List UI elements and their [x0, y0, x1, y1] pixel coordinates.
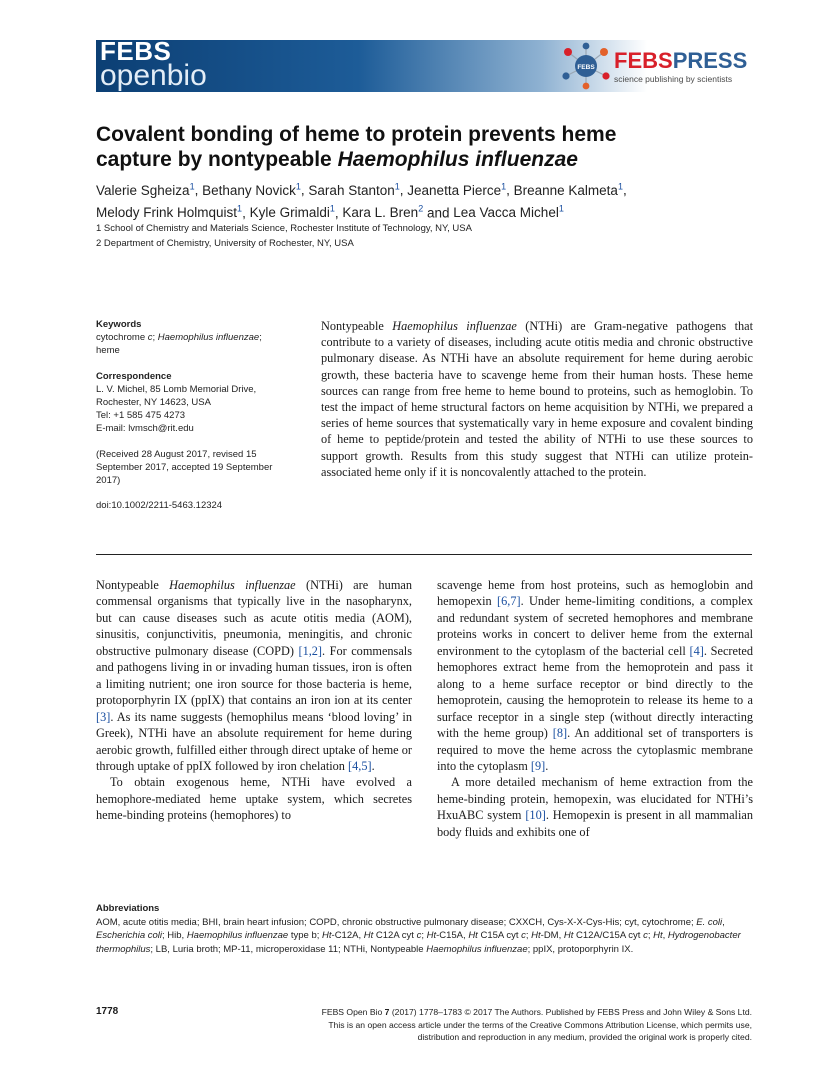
citation-link[interactable]: [10]	[525, 808, 546, 823]
abstract: Nontypeable Haemophilus influenzae (NTHi) are Gram-negative pathogens that contribute to a variety of diseases, including acute otitis media and chronic obstructive pulmonary disease. As NTHi have an absolute requirement for heme during aerobic growth, these bacteria have to scavenge heme from their human hosts. These heme sources can range from free heme to heme bound to proteins, such as hemoglobin. To test the impact of heme structural factors on heme acquisition by NTHi, we prepared a series of heme sources that systematically vary in heme exposure and covalent binding of heme to peptide/protein and tested the ability of NTHi to use these sources to support growth. Results from this study suggest that NTHi can utilize protein-associated heme only if it is noncovalently attached to the protein.	[321, 319, 754, 479]
publisher-name-part2: PRESS	[672, 48, 748, 73]
body-paragraph: A more detailed mechanism of heme extraction from the heme-binding protein, hemopexin, was elucidated for NTHi’s HxuABC system [10]. Hemopexin is present in all mammalian body fluids and exhibits one of	[437, 775, 753, 839]
received-dates: (Received 28 August 2017, revised 15 September 2017, accepted 19 September 2017)	[96, 448, 273, 487]
author[interactable]: Bethany Novick$^1$	[202, 181, 301, 198]
footer-license-line1[interactable]: This is an open access article under the terms of the Creative Commons Attribution License, which permits use,	[328, 1019, 752, 1030]
body-paragraph: Nontypeable Haemophilus influenzae (NTHi) are human commensal organisms that typically live in the nasopharynx, but can cause diseases such as acute otitis media (AOM), sinusitis, conjunctivitis, pneumonia, meningitis, and chronic obstructive pulmonary disease (COPD) [1,2]. For commensals and pathogens living in or invading human tissues, iron is often a limiting nutrient; one iron source for those bacteria is heme, protoporphyrin IX (ppIX) that contains an iron ion at its center [3]. As its name suggests (hemophilus means ‘blood loving’ in Greek), NTHi have an absolute requirement for heme during aerobic growth, fulfilled either through direct uptake of heme or through uptake of ppIX followed by iron chelation [4,5].	[96, 578, 412, 773]
author[interactable]: Kyle Grimaldi$^1$	[249, 203, 335, 220]
affiliation-1: 1 School of Chemistry and Materials Science, Rochester Institute of Technology, NY, USA	[96, 223, 472, 234]
footer-license-line2: distribution and reproduction in any medium, provided the original work is properly cited.	[417, 1032, 752, 1043]
correspondence-heading: Correspondence	[96, 370, 172, 382]
citation-link[interactable]: [8]	[552, 726, 568, 741]
author[interactable]: Jeanetta Pierce$^1$	[407, 181, 507, 198]
copyright-footer	[300, 1006, 752, 1044]
abbreviations	[96, 902, 752, 956]
abbreviations-text: AOM, acute otitis media; BHI, brain heart infusion; COPD, chronic obstructive pulmonary disease; CXXCH, Cys-X-X-Cys-His; cyt, cytochrome; E. coli, Escherichia coli; Hib, Haemophilus influenzae type b; Ht-C12A, Ht C12A cyt c; Ht-C15A, Ht C15A cyt c; Ht-DM, Ht C12A/C15A cyt c; Ht, Hydrogenobacter thermophilus; LB, Luria broth; MP-11, microperoxidase 11; NTHi, Nontypeable Haemophilus influenzae; ppIX, protoporphyrin IX.	[96, 916, 741, 955]
logo-text: FEBS	[577, 64, 595, 71]
citation-link[interactable]: [3]	[96, 709, 111, 724]
journal-logo-word2: openbio	[100, 59, 207, 92]
keywords: cytochrome c; Haemophilus influenzae; heme	[96, 332, 262, 357]
citation-link[interactable]: [4]	[689, 643, 704, 658]
journal-logo[interactable]	[100, 38, 207, 91]
author[interactable]: Kara L. Bren$^2$	[342, 203, 424, 220]
footer-citation: FEBS Open Bio 7 (2017) 1778–1783 © 2017 The Authors. Published by FEBS Press and John Wiley & Sons Ltd.	[321, 1007, 752, 1017]
citation-link[interactable]: [9]	[530, 758, 546, 773]
affiliation-2: 2 Department of Chemistry, University of Rochester, NY, USA	[96, 237, 354, 249]
body-paragraph: scavenge heme from host proteins, such as hemoglobin and hemopexin [6,7]. Under heme-limiting conditions, a complex and redundant system of secreted hemophores and membrane proteins works in concert to deliver heme from the external environment to the cytoplasm of the bacterial cell [4]. Secreted hemophores extract heme from the hemoprotein and pass it along to a heme surface receptor or bind directly to the hemoprotein, causing the hemoprotein to release its heme to a surface receptor in a single step (without directly interacting with the heme group) [8]. An additional set of transporters is required to move the heme across the cytoplasmic membrane into the cytoplasm [9].	[437, 578, 753, 773]
article-title	[96, 122, 736, 172]
citation-link[interactable]: [6,7]	[497, 594, 521, 609]
publisher-name[interactable]	[614, 50, 747, 72]
citation-link[interactable]: [4,5]	[348, 758, 372, 773]
author[interactable]: Valerie Sgheiza$^1$	[96, 181, 195, 198]
author[interactable]: Lea Vacca Michel$^1$	[453, 203, 564, 220]
author-list: Valerie Sgheiza$^1$, Bethany Novick$^1$, Sarah Stanton$^1$, Jeanetta Pierce$^1$, Breanne Kalmeta$^1$, Melody Frink Holmquist$^1$, Kyle Grimaldi$^1$, Kara L. Bren$^2$ and Lea Vacca Michel$^1$	[96, 181, 627, 220]
journal-logo-word1: FEBS	[100, 36, 172, 66]
abbreviations-heading: Abbreviations	[96, 903, 160, 914]
body-paragraph: To obtain exogenous heme, NTHi have evolved a hemophore-mediated heme uptake system, which secretes heme-binding proteins (hemophores) to	[96, 775, 412, 823]
affiliations	[96, 222, 736, 251]
article-info-sidebar	[96, 318, 308, 512]
author-joiner: and	[426, 205, 450, 220]
page-number: 1778	[96, 1006, 119, 1017]
doi-link[interactable]: doi:10.1002/2211-5463.12324	[96, 500, 223, 512]
section-divider	[96, 554, 752, 555]
febs-press-network-icon	[560, 42, 612, 90]
publisher-tagline: science publishing by scientists	[614, 74, 733, 84]
title-organism: Haemophilus influenzae	[337, 148, 578, 171]
correspondence-email[interactable]: E-mail: lvmsch@rit.edu	[96, 423, 194, 435]
keywords-heading: Keywords	[96, 319, 142, 330]
author[interactable]: Melody Frink Holmquist$^1$	[96, 203, 243, 220]
publisher-name-part1: FEBS	[614, 48, 673, 73]
citation-link[interactable]: [1,2]	[298, 643, 323, 658]
title-line2: capture by nontypeable	[96, 148, 338, 171]
body-column-right	[437, 577, 753, 840]
author[interactable]: Sarah Stanton$^1$	[308, 181, 400, 198]
author[interactable]: Breanne Kalmeta$^1$	[513, 181, 623, 198]
correspondence-address: L. V. Michel, 85 Lomb Memorial Drive, Rochester, NY 14623, USA Tel: +1 585 475 4273 E-mail: lvmsch@rit.edu	[96, 383, 257, 435]
title-line1: Covalent bonding of heme to protein prevents heme	[96, 123, 617, 146]
body-column-left	[96, 577, 412, 824]
